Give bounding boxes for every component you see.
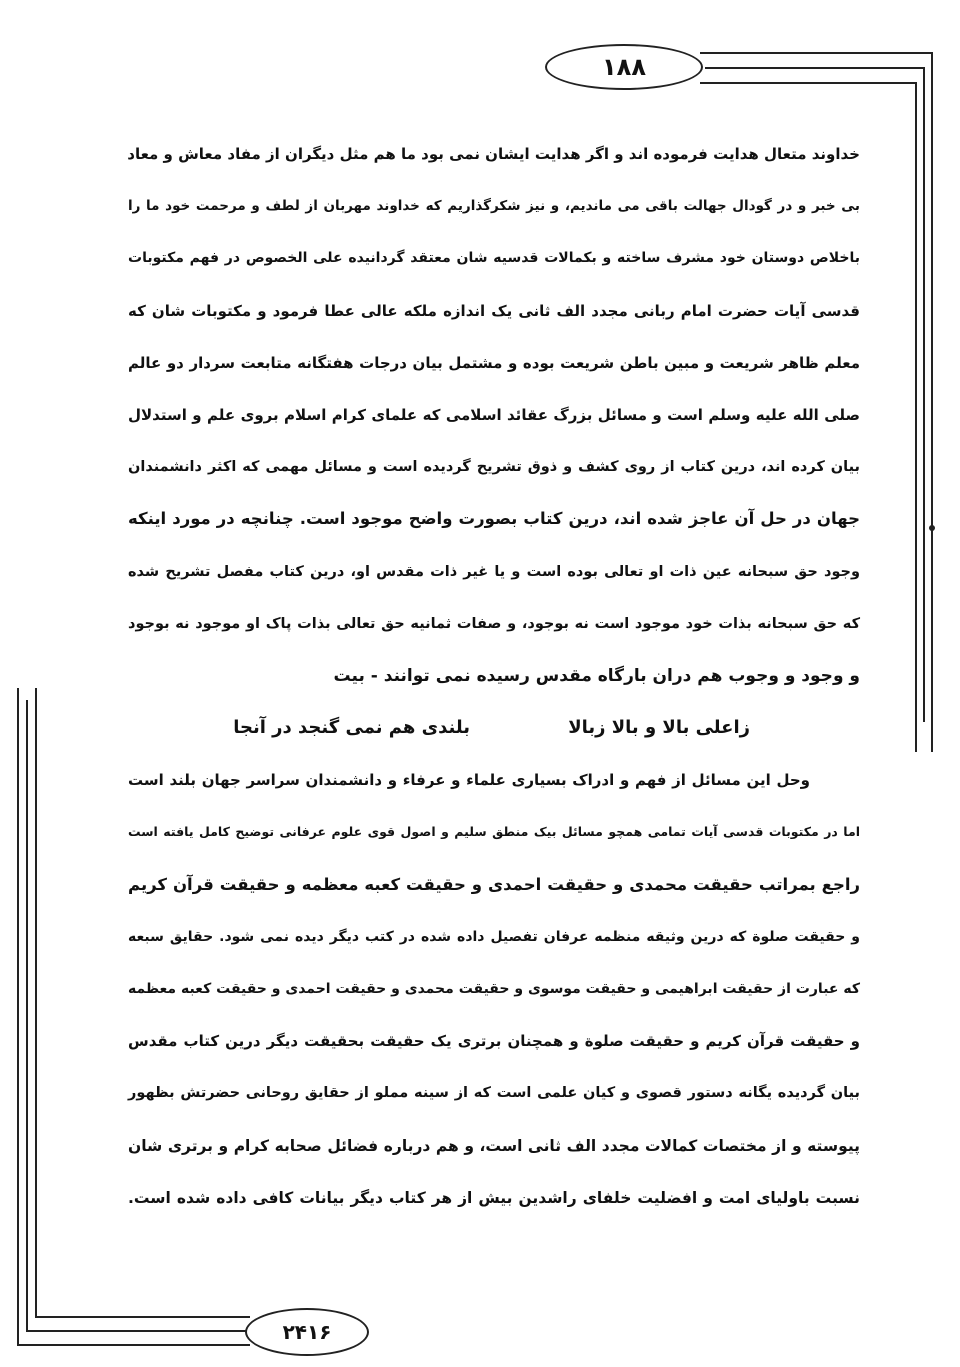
text-line: خداوند متعال هدایت فرموده اند و اگر هدایت ایشان نمی بود ما هم مثل دیگران از مفاد معاش و معاد — [127, 145, 860, 163]
ornament-mark — [929, 525, 935, 531]
text-line: قدسی آیات حضرت امام ربانی مجدد الف ثانی یک اندازه ملکه عالی عطا فرمود و مکتوبات شان که — [128, 301, 860, 320]
page-number-top: ۱۸۸ — [545, 44, 703, 90]
text-line: وحل این مسائل از فهم و ادراک بسیاری علماء و عرفاء و دانشمندان سراسر جهان بلند است — [128, 771, 810, 790]
text-line: بیان گردیده یگانه دستور قصوی و کیان علمی است که از سینه مملو از حقایق روحانی حضرتش بظهور — [128, 1085, 860, 1102]
text-line: نسبت باولیای امت و افضلیت خلفای راشدین بیش از هر کتاب دیگر بیانات کافی داده شده است. — [128, 1188, 860, 1207]
text-line: بی خبر و در گودال جهالت باقی می ماندیم، و نیز شکرگذاریم که خداوند مهربان از لطف و مرحمت خود ما را — [128, 198, 860, 215]
text-line: پیوسته و از مختصات کمالات مجدد الف ثانی است، و هم درباره فضائل صحابه کرام و برتری شان — [128, 1136, 860, 1155]
text-line: و وجود و وجوب هم دران بارگاه مقدس رسیده نمی توانند - بیت — [333, 665, 860, 686]
verse-first-hemistich: زاعلی بالا و بالا زبالا — [568, 717, 750, 739]
text-line: که حق سبحانه بذات خود موجود است نه بوجود، و صفات ثمانیه حق تعالی بذات پاک او موجود نه بوجود — [128, 615, 860, 632]
body-text — [128, 128, 860, 1224]
text-line: باخلاص دوستان خود مشرف ساخته و بکمالات قدسیه شان معتقد گردانیده علی الخصوص در فهم مکتوبات — [128, 250, 860, 267]
text-line: که عبارت از حقیقت ابراهیمی و حقیقت موسوی و حقیقت محمدی و حقیقت احمدی و حقیقت کعبه معظمه — [128, 981, 860, 997]
text-line: صلی الله علیه وسلم است و مسائل بزرگ عقائد اسلامی که علمای کرام اسلام بروی علم و استدلال — [128, 405, 860, 424]
text-line: بیان کرده اند، درین کتاب از روی کشف و ذوق تشریح گردیده است و مسائل مهمی که اکثر دانشمندان — [128, 459, 860, 476]
text-line: و حقیقت قرآن کریم و حقیقت صلوة و همچنان برتری یک حقیقت بحقیقت دیگر درین کتاب مقدس — [128, 1032, 860, 1051]
text-line: اما در مکتوبات قدسی آیات تمامی همچو مسائل بیک منطق سلیم و اصول قوی علوم عرفانی توضیح کامل یافته است — [128, 824, 860, 840]
page-number-bottom: ۲۴۱۶ — [245, 1308, 369, 1356]
text-line: و حقیقت صلوة که درین وثیقه منظمه عرفان تفصیل داده شده در کتب دیگر دیده نمی شود. حقایق سبعه — [128, 928, 860, 945]
text-line: راجع بمراتب حقیقت محمدی و حقیقت احمدی و حقیقت کعبه معظمه و حقیقت قرآن کریم — [128, 874, 860, 894]
text-line: وجود حق سبحانه عین ذات او تعالی بوده است و یا غیر ذات مقدس او، درین کتاب مفصل تشریح شده — [128, 563, 860, 580]
text-line: جهان در حل آن عاجز شده اند، درین کتاب بصورت واضح موجود است. چنانچه در مورد اینکه — [128, 509, 860, 529]
text-line: معلم ظاهر شریعت و مبین باطن شریعت بوده و مشتمل بیان درجات هفتگانه متابعت سردار دو عالم — [128, 353, 860, 372]
verse — [128, 702, 860, 754]
verse-second-hemistich: بلندی هم نمی گنجد در آنجا — [233, 717, 470, 739]
